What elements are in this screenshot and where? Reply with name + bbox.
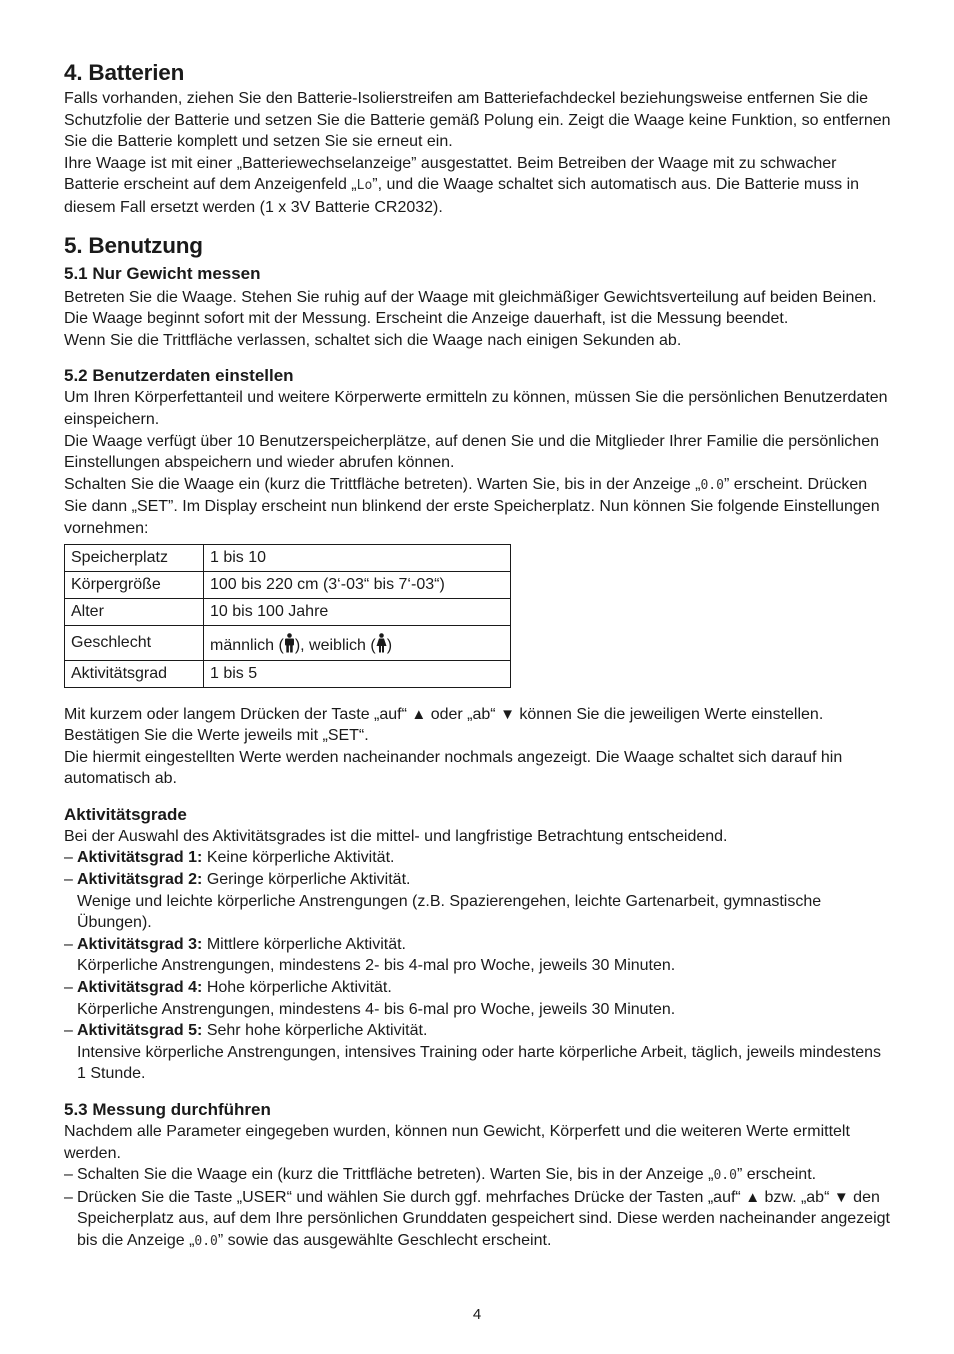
table-value: 1 bis 5 — [204, 660, 511, 687]
table-value — [204, 625, 511, 660]
activity-detail: Körperliche Anstrengungen, mindestens 2- bis 4-mal pro Woche, jeweils 30 Minuten. — [77, 957, 676, 975]
up-arrow-icon: ▲ — [411, 705, 427, 723]
text-run: ” sowie das ausgewählte Geschlecht erscheint. — [217, 1231, 552, 1249]
activity-text: Sehr hohe körperliche Aktivität. — [202, 1022, 428, 1040]
activity-label: Aktivitätsgrad 4: — [77, 979, 203, 997]
table-row — [65, 660, 511, 687]
activity-label: Aktivitätsgrad 2: — [77, 871, 203, 889]
table-row — [65, 571, 511, 598]
page-number: 4 — [472, 1306, 482, 1323]
text-run: Mit kurzem oder langem Drücken der Taste „auf“ — [64, 705, 412, 723]
subsection-heading-5-1: 5.1 Nur Gewicht messen — [64, 263, 261, 283]
s1-paragraph-1: Betreten Sie die Waage. Stehen Sie ruhig auf der Waage mit gleichmäßiger Gewichtsverteilung auf beiden Beinen. Die Waage beginnt sofort mit der Messung. Erscheint die Anzeige dauerhaft, ist die Messung beendet. — [64, 288, 877, 328]
table-value: 1 bis 10 — [204, 544, 511, 571]
activity-text: Mittlere körperliche Aktivität. — [202, 935, 406, 953]
display-lo-glyph: Lo — [356, 178, 373, 194]
text-run: den Speicherplatz aus, auf dem Ihre persönlichen Grunddaten gespeichert sind. Diese werden nacheinander angezeigt bis die Anzeige „ — [77, 1188, 890, 1249]
measurement-steps-list — [64, 1164, 892, 1252]
female-icon — [376, 633, 387, 658]
table-value: 100 bis 220 cm (3‘-03“ bis 7‘-03“) — [204, 571, 511, 598]
text-run: männlich ( — [210, 636, 284, 654]
table-row — [65, 625, 511, 660]
male-icon — [284, 633, 295, 658]
s2-paragraph-5: Die hiermit eingestellten Werte werden nacheinander nochmals angezeigt. Die Waage schaltet sich darauf hin automatisch ab. — [64, 748, 843, 788]
s2-paragraph-1: Um Ihren Körperfettanteil und weitere Körperwerte ermitteln zu können, müssen Sie die persönlichen Benutzerdaten einspeichern. — [64, 389, 888, 428]
text-run: ), weiblich ( — [294, 636, 376, 654]
subsection-heading-5-3: 5.3 Messung durchführen — [64, 1100, 271, 1119]
list-item: – Aktivitätsgrad 2: Geringe körperliche Aktivität. Wenige und leichte körperliche Anstrengungen (z.B. Spazierengehen, leichte Gartenarbeit, gymnastische Übungen). — [64, 871, 822, 932]
activity-intro: Bei der Auswahl des Aktivitätsgrades ist die mittel- und langfristige Betrachtung entscheidend. — [64, 827, 728, 845]
up-arrow-icon: ▲ — [745, 1188, 761, 1206]
activity-text: Geringe körperliche Aktivität. — [202, 871, 411, 889]
list-item: – Aktivitätsgrad 4: Hohe körperliche Aktivität. Körperliche Anstrengungen, mindestens 4- bis 6-mal pro Woche, jeweils 30 Minuten. — [64, 979, 676, 1018]
activity-label: Aktivitätsgrad 3: — [77, 935, 203, 953]
s1-paragraph-2: Wenn Sie die Trittfläche verlassen, schaltet sich die Waage nach einigen Sekunden ab. — [64, 331, 682, 349]
table-key: Geschlecht — [65, 625, 204, 660]
text-run: ” erscheint. — [736, 1166, 817, 1184]
s2-paragraph-2: Die Waage verfügt über 10 Benutzerspeicherplätze, auf denen Sie und die Mitglieder Ihrer Familie die persönlichen Einstellungen abspeichern und wieder abrufen können. — [64, 432, 879, 472]
text-run: bzw. „ab“ — [760, 1188, 834, 1206]
activity-label: Aktivitätsgrad 1: — [77, 849, 203, 867]
list-item: – Aktivitätsgrad 1: Keine körperliche Aktivität. — [64, 849, 395, 867]
display-zero-glyph: 0.0 — [713, 1168, 737, 1184]
activity-detail: Wenige und leichte körperliche Anstrengungen (z.B. Spazierengehen, leichte Gartenarbeit, gymnastische Übungen). — [77, 892, 822, 932]
s2-paragraph-3 — [64, 474, 892, 540]
table-row — [65, 544, 511, 571]
text-run: oder „ab“ — [426, 705, 501, 723]
text-run: Schalten Sie die Waage ein (kurz die Trittfläche betreten). Warten Sie, bis in der Anzeige „ — [64, 475, 701, 493]
batterien-paragraph-2 — [64, 153, 892, 219]
table-value: 10 bis 100 Jahre — [204, 598, 511, 625]
s3-paragraph-1: Nachdem alle Parameter eingegeben wurden, können nun Gewicht, Körperfett und die weiteren Werte ermittelt werden. — [64, 1123, 850, 1162]
display-zero-glyph: 0.0 — [700, 477, 724, 493]
s2-paragraph-4 — [64, 704, 892, 747]
activity-text: Keine körperliche Aktivität. — [202, 849, 395, 867]
text-run: ) — [386, 636, 393, 654]
list-item: – Aktivitätsgrad 3: Mittlere körperliche Aktivität. Körperliche Anstrengungen, mindestens 2- bis 4-mal pro Woche, jeweils 30 Minuten. — [64, 935, 676, 975]
table-key: Speicherplatz — [65, 544, 204, 571]
activity-text: Hohe körperliche Aktivität. — [202, 979, 392, 997]
list-item: – Aktivitätsgrad 5: Sehr hohe körperliche Aktivität. Intensive körperliche Anstrengungen, intensives Training oder harte körperliche Arbeit, täglich, jeweils mindestens 1 Stunde. — [64, 1022, 881, 1083]
text-run: Drücken Sie die Taste „USER“ und wählen Sie durch ggf. mehrfaches Drücke der Tasten „auf“ — [77, 1188, 746, 1206]
down-arrow-icon: ▼ — [833, 1188, 849, 1206]
section-heading-benutzung: 5. Benutzung — [64, 232, 203, 258]
activity-level-list — [64, 847, 892, 1085]
text-run: können Sie die jeweiligen Werte einstellen. Bestätigen Sie die Werte jeweils mit „SET“. — [64, 705, 824, 745]
down-arrow-icon: ▼ — [500, 705, 515, 723]
list-item: – Schalten Sie die Waage ein (kurz die Trittfläche betreten). Warten Sie, bis in der Anzeige „0.0” erscheint. — [64, 1166, 817, 1184]
activity-label: Aktivitätsgrad 5: — [77, 1022, 203, 1040]
activity-levels-heading: Aktivitätsgrade — [64, 804, 187, 824]
table-key: Alter — [65, 598, 204, 625]
manual-page — [64, 58, 892, 1253]
text-run: Ihre Waage ist mit einer „Batteriewechselanzeige” ausgestattet. Beim Betreiben der Waage mit zu schwacher Batterie erscheint auf dem Anzeigenfeld „ — [64, 154, 837, 194]
subsection-heading-5-2: 5.2 Benutzerdaten einstellen — [64, 366, 294, 386]
batterien-paragraph-1: Falls vorhanden, ziehen Sie den Batterie-Isolierstreifen am Batteriefachdeckel beziehungsweise entfernen Sie die Schutzfolie der Batterie und setzen Sie die Batterie gemäß Polung ein. Zeigt die Waage keine Funktion, so entfernen Sie die Batterie komplett und setzen Sie sie erneut ein. — [64, 90, 891, 151]
section-heading-batterien: 4. Batterien — [64, 60, 185, 85]
text-run: Schalten Sie die Waage ein (kurz die Trittfläche betreten). Warten Sie, bis in der Anzeige „ — [77, 1166, 714, 1184]
text-run: ”, und die Waage schaltet sich automatisch aus. Die Batterie muss in diesem Fall ersetzt werden (1 x 3V Batterie CR2032). — [64, 176, 860, 216]
display-zero-glyph: 0.0 — [194, 1233, 218, 1249]
activity-detail: Körperliche Anstrengungen, mindestens 4- bis 6-mal pro Woche, jeweils 30 Minuten. — [77, 1000, 676, 1018]
activity-detail: Intensive körperliche Anstrengungen, intensives Training oder harte körperliche Arbeit, täglich, jeweils mindestens 1 Stunde. — [77, 1043, 881, 1083]
table-key: Körpergröße — [65, 571, 204, 598]
settings-table — [64, 544, 511, 688]
table-key: Aktivitätsgrad — [65, 660, 204, 687]
list-item: – Drücken Sie die Taste „USER“ und wählen Sie durch ggf. mehrfaches Drücke der Tasten „auf“ ▲ bzw. „ab“ ▼ den Speicherplatz aus, auf dem Ihre persönlichen Grunddaten gespeichert sind. Diese werden nacheinander angezeigt bis die Anzeige „0.0” sowie das ausgewählte Geschlecht erscheint. — [64, 1188, 890, 1249]
text-run: ” erscheint. Drücken Sie dann „SET”. Im Display erscheint nun blinkend der erste Speicherplatz. Nun können Sie folgende Einstellungen vornehmen: — [64, 475, 880, 537]
table-row — [65, 598, 511, 625]
